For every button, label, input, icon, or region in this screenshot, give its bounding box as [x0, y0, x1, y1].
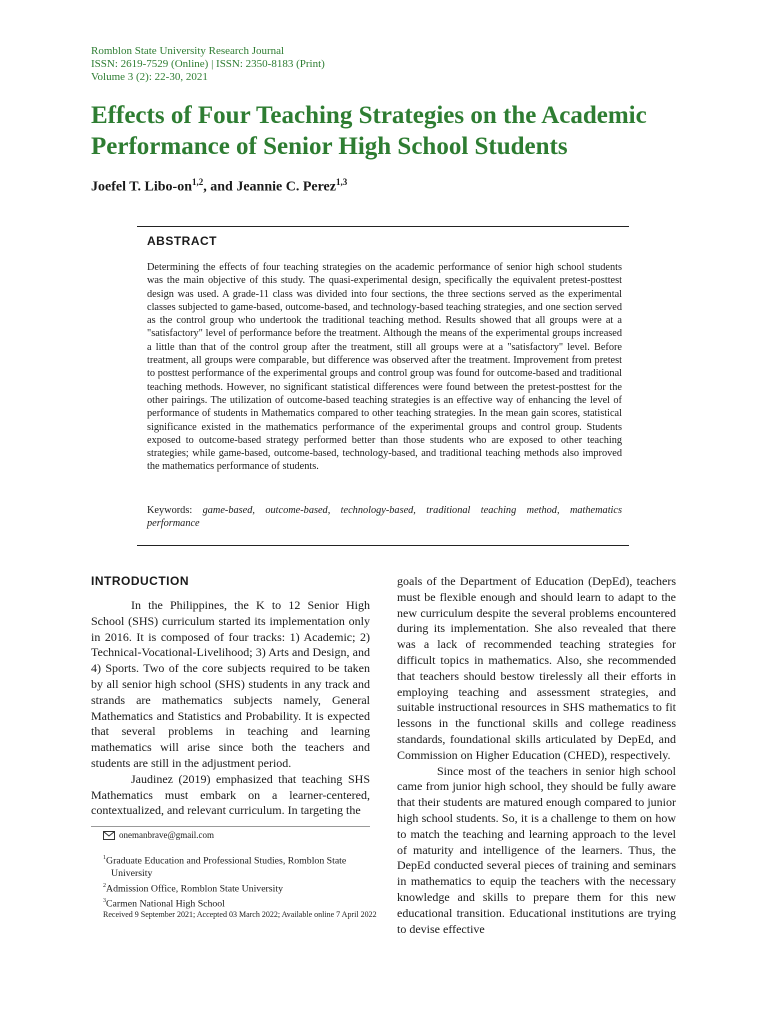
email-link[interactable]: onemanbrave@gmail.com	[119, 830, 215, 840]
right-column	[397, 574, 676, 937]
received-dates: Received 9 September 2021; Accepted 03 March 2022; Available online 7 April 2022	[103, 910, 377, 919]
affiliation-note	[103, 895, 373, 911]
affiliation-text: Graduate Education and Professional Studies, Romblon State University	[106, 855, 347, 879]
author-name: Joefel T. Libo-on	[91, 179, 192, 195]
journal-issn: ISSN: 2619-7529 (Online) | ISSN: 2350-8183 (Print)	[91, 58, 325, 70]
left-column	[91, 598, 370, 819]
body-paragraph: In the Philippines, the K to 12 Senior High School (SHS) curriculum started its implementation only in 2016. It is composed of four tracks: 1) Academic; 2) Technical-Vocational-Livelihood; 3) Arts and Design, and 4) Sports. Two of the core subjects required to be taken by all senior high school (SHS) students in any track and strands are mathematics subjects namely, General Mathematics and Statistics and Probability. It is expected that several problems in teaching and learning mathematics will arise since both the teachers and students are still in the adjustment period.	[91, 598, 370, 770]
footnote-sup: 3	[103, 898, 106, 905]
affiliation-note	[103, 852, 373, 880]
author-affiliation-sup: 1,3	[335, 177, 348, 187]
paper-title: Effects of Four Teaching Strategies on the Academic Performance of Senior High School Students	[91, 102, 647, 160]
introduction-heading: INTRODUCTION	[91, 574, 189, 588]
author-separator: , and	[203, 179, 237, 195]
body-paragraph: Since most of the teachers in senior high school came from junior high school, they should be fully aware that their students are matured enough compared to junior high school students. So, it is a challenge to them on how to match the teaching and learning approach to the level of maturity and intelligence of the learners. Thus, the DepEd conducted several pieces of training and seminars in mathematics to equip the teachers with the necessary knowledge and skills to prepare them for this new educational transition. Educational institutions are trying to devise effective	[397, 763, 676, 936]
body-paragraph: goals of the Department of Education (DepEd), teachers must be flexible enough and should learn to adapt to the new curriculum despite the several problems encountered during its implementation. She also revealed that there was a lack of recommended teaching strategies for difficult topics in mathematics. Also, she recommended that teachers should bestow tirelessly all their efforts in employing teaching and assessment strategies, and suitable instructional resources in SHS mathematics to fit lessons in the functional skills and college readiness standards, foundational skills articulated by DepEd, and Commission on Higher Education (CHED), respectively.	[397, 574, 676, 762]
affiliation-text: Admission Office, Romblon State University	[106, 883, 283, 895]
keywords	[147, 504, 622, 531]
keywords-list: game-based, outcome-based, technology-based, traditional teaching method, mathematics performance	[147, 505, 622, 530]
journal-volume: Volume 3 (2): 22-30, 2021	[91, 71, 208, 83]
abstract-text: Determining the effects of four teaching strategies on the academic performance of senior high school students was the main objective of this study. The quasi-experimental design, specifically the equivalent pretest-posttest design was used. A grade-11 class was divided into four sections, the three sections served as the experimental classes subjected to game-based, outcome-based, and technology-based teaching strategies, and one section served as the control group who undertook the traditional teaching method. Results showed that all groups were at a "satisfactory" level of performance before the treatment. Although the means of the experimental groups increased a little than that of the control group after the treatment, still all groups were at a "satisfactory" level. Before treatment, all groups were comparable, but difference was observed after the treatment. Improvement from pretest to posttest performance of the experimental groups and control group was found for outcome-based and traditional teaching methods. However, no significant statistical differences were found between the pretest-posttest for the other pairings. The utilization of outcome-based teaching strategies is an effective way of enhancing the level of performance of students in Mathematics compared to other teaching strategies. In the mean gain scores, statistical significance existed in the mathematics performance of the experimental groups and control group. Students exposed to outcome-based strategy performed better than those students who are exposed to other teaching strategies; while game-based, outcome-based, technology-based, and traditional teaching methods also improved the mathematics performance of students.	[147, 262, 622, 473]
author-line	[91, 177, 347, 196]
footnote-sup: 2	[103, 882, 106, 889]
abstract-top-rule	[137, 226, 629, 227]
author-name: Jeannie C. Perez	[236, 179, 336, 195]
envelope-icon	[103, 831, 115, 840]
email-line	[103, 830, 214, 840]
journal-name: Romblon State University Research Journal	[91, 45, 285, 57]
author-affiliation-sup: 1,2	[192, 177, 204, 187]
affiliation-note	[103, 880, 373, 896]
footnote-rule	[91, 826, 370, 827]
abstract-bottom-rule	[137, 545, 629, 546]
journal-header	[91, 45, 325, 84]
body-paragraph: Jaudinez (2019) emphasized that teaching SHS Mathematics must embark on a learner-centered, contextualized, and relevant curriculum. In targeting the	[91, 771, 370, 818]
keywords-label: Keywords:	[147, 505, 203, 516]
abstract-heading: ABSTRACT	[147, 234, 217, 248]
affiliation-text: Carmen National High School	[106, 898, 225, 910]
footnote-sup: 1	[103, 855, 106, 861]
affiliations	[103, 852, 373, 911]
